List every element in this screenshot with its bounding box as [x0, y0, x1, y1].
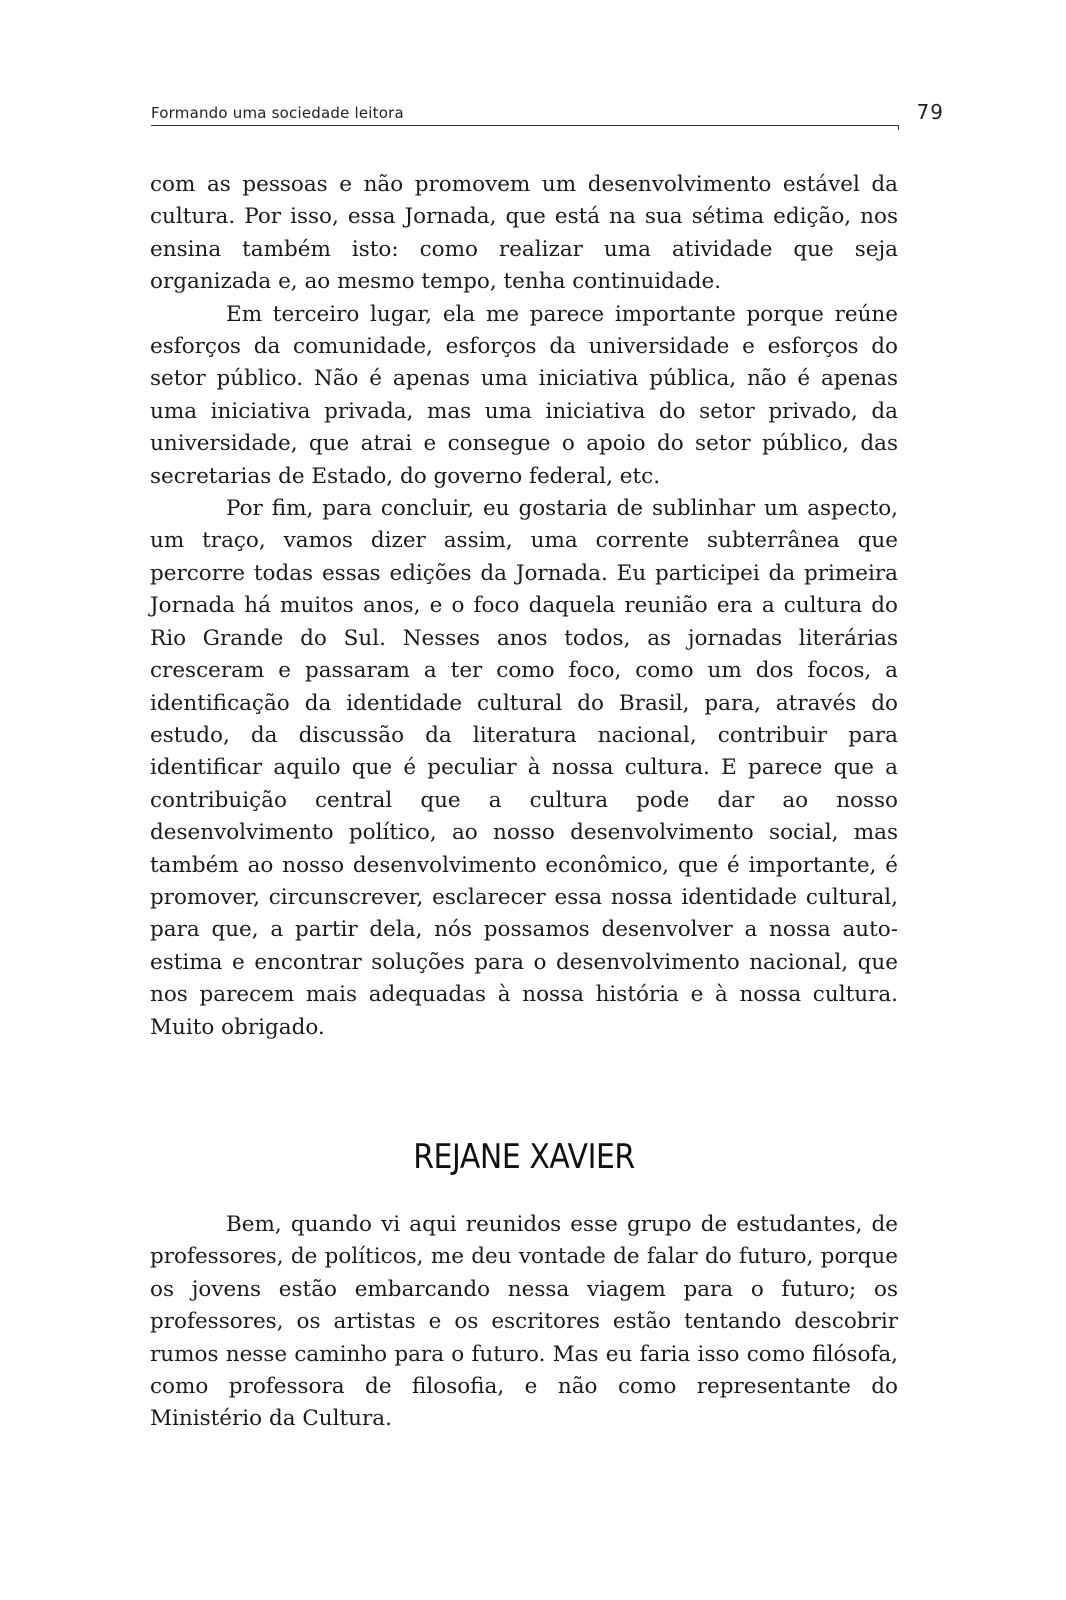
running-title: Formando uma sociedade leitora: [151, 104, 404, 122]
body-text-section-1: [150, 169, 898, 1044]
paragraph: Em terceiro lugar, ela me parece importante porque reúne esforços da comunidade, esforços da universidade e esforços do setor público. Não é apenas uma iniciativa pública, não é apenas uma iniciativa privada, mas uma iniciativa do setor privado, da universidade, que atrai e consegue o apoio do setor público, das secretarias de Estado, do governo federal, etc.: [150, 301, 898, 489]
running-header: [151, 100, 946, 128]
header-rule: [151, 125, 899, 126]
section-heading: REJANE XAVIER: [413, 1137, 635, 1177]
paragraph: Por fim, para concluir, eu gostaria de sublinhar um aspecto, um traço, vamos dizer assim, uma corrente subterrânea que percorre todas essas edições da Jornada. Eu participei da primeira Jornada há muitos anos, e o foco daquela reunião era a cultura do Rio Grande do Sul. Nesses anos todos, as jornadas literárias cresceram e passaram a ter como foco, como um dos focos, a identificação da identidade cultural do Brasil, para, através do estudo, da discussão da literatura nacional, contribuir para identificar aquilo que é peculiar à nossa cultura. E parece que a contribuição central que a cultura pode dar ao nosso desenvolvimento político, ao nosso desenvolvimento social, mas também ao nosso desenvolvimento econômico, que é importante, é promover, circunscrever, esclarecer essa nossa identidade cultural, para que, a partir dela, nós possamos desenvolver a nossa auto-estima e encontrar soluções para o desenvolvimento nacional, que nos parecem mais adequadas à nossa história e à nossa cultura. Muito obrigado.: [150, 496, 898, 1040]
page-number: 79: [916, 100, 944, 124]
body-text-section-2: [150, 1209, 898, 1436]
paragraph-continuation: com as pessoas e não promovem um desenvolvimento estável da cultura. Por isso, essa Jornada, que está na sua sétima edição, nos ensina também isto: como realizar uma atividade que seja organizada e, ao mesmo tempo, tenha continuidade.: [150, 172, 898, 295]
paragraph: Bem, quando vi aqui reunidos esse grupo de estudantes, de professores, de políticos, me deu vontade de falar do futuro, porque os jovens estão embarcando nessa viagem para o futuro; os professores, os artistas e os escritores estão tentando descobrir rumos nesse caminho para o futuro. Mas eu faria isso como filósofa, como professora de filosofia, e não como representante do Ministério da Cultura.: [150, 1212, 898, 1432]
header-rule-tick: [898, 125, 899, 130]
